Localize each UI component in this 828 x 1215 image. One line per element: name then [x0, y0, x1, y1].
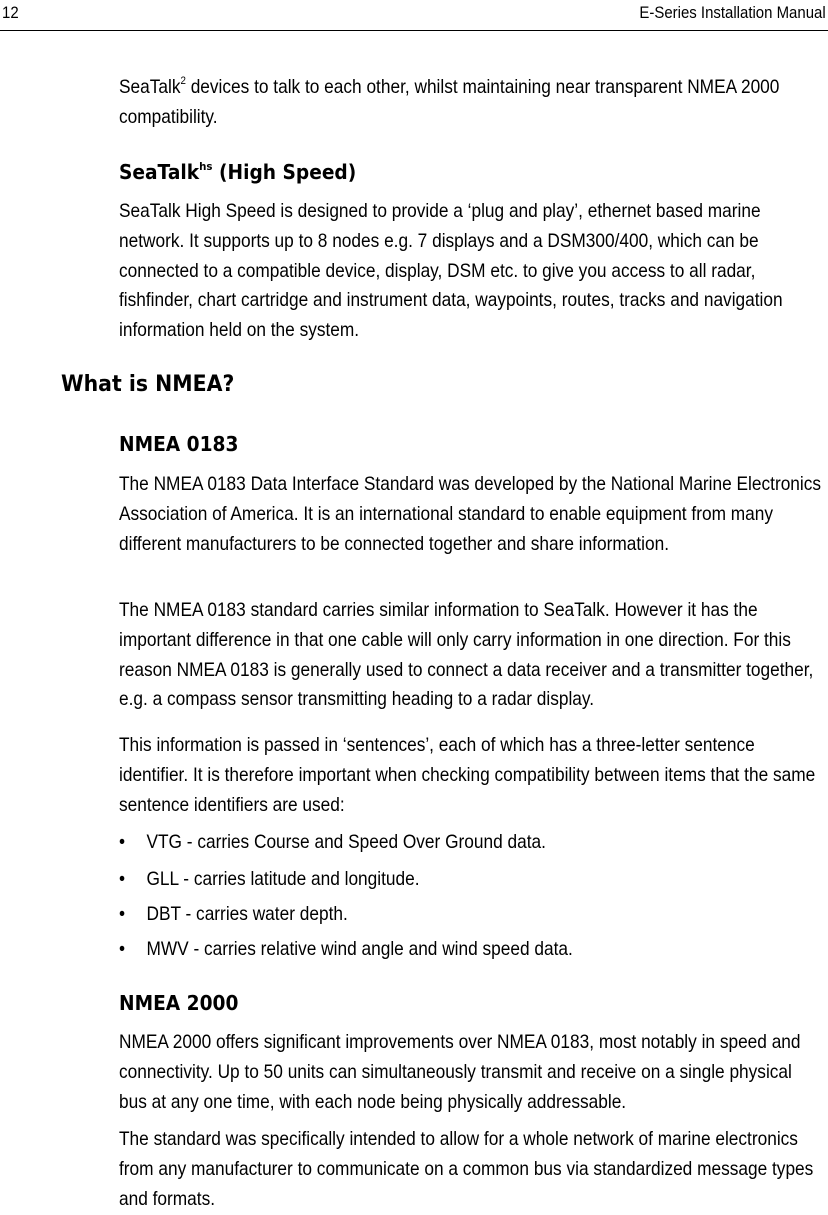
seatalk-hs-paragraph: SeaTalk High Speed is designed to provide a ‘plug and play’, ethernet based marine network. It supports up to 8 nodes e.g. 7 displays and a DSM300/400, which can be connected to a compatible device, display, DSM etc. to give you access to all radar, fishfinder, chart cartridge and instrument data, waypoints, routes, tracks and navigation information held on the system. — [119, 200, 783, 342]
nmea2000-paragraph-1: NMEA 2000 offers significant improvements over NMEA 0183, most notably in speed and connectivity. Up to 50 units can simultaneously transmit and receive on a single physical bus at any one time, with each node being physically addressable. — [119, 1031, 801, 1113]
list-item: • VTG - carries Course and Speed Over Ground data. — [119, 831, 546, 853]
what-is-nmea-heading: What is NMEA? — [61, 372, 235, 397]
nmea0183-paragraph-3: This information is passed in ‘sentences’, each of which has a three-letter sentence identifier. It is therefore important when checking compatibility between items that the same sentence identifiers are used: — [119, 734, 816, 816]
page-number: 12 — [2, 3, 19, 22]
list-item: • GLL - carries latitude and longitude. — [119, 868, 420, 890]
page-header — [0, 0, 828, 31]
list-item: • DBT - carries water depth. — [119, 903, 348, 925]
nmea0183-paragraph-1: The NMEA 0183 Data Interface Standard was developed by the National Marine Electronics Association of America. It is an international standard to enable equipment from many different manufacturers to be connected together and share information. — [119, 473, 822, 555]
running-header-title: E-Series Installation Manual — [639, 3, 826, 22]
list-item: • MWV - carries relative wind angle and wind speed data. — [119, 938, 573, 960]
nmea0183-paragraph-2: The NMEA 0183 standard carries similar information to SeaTalk. However it has the important difference in that one cable will only carry information in one direction. For this reason NMEA 0183 is generally used to connect a data receiver and a transmitter together, e.g. a compass sensor transmitting heading to a radar display. — [119, 599, 814, 711]
seatalk2-continuation-paragraph: SeaTalk$^2$ devices to talk to each other, whilst maintaining near transparent NMEA 2000 compatibility. — [119, 75, 780, 128]
nmea2000-heading: NMEA 2000 — [119, 991, 239, 1015]
nmea0183-heading: NMEA 0183 — [119, 432, 239, 456]
seatalk-hs-heading: SeaTalk$^{hs}$ (High Speed) — [119, 160, 357, 184]
nmea2000-paragraph-2: The standard was specifically intended to allow for a whole network of marine electronics from any manufacturer to communicate on a common bus via standardized message types and formats. — [119, 1128, 814, 1210]
